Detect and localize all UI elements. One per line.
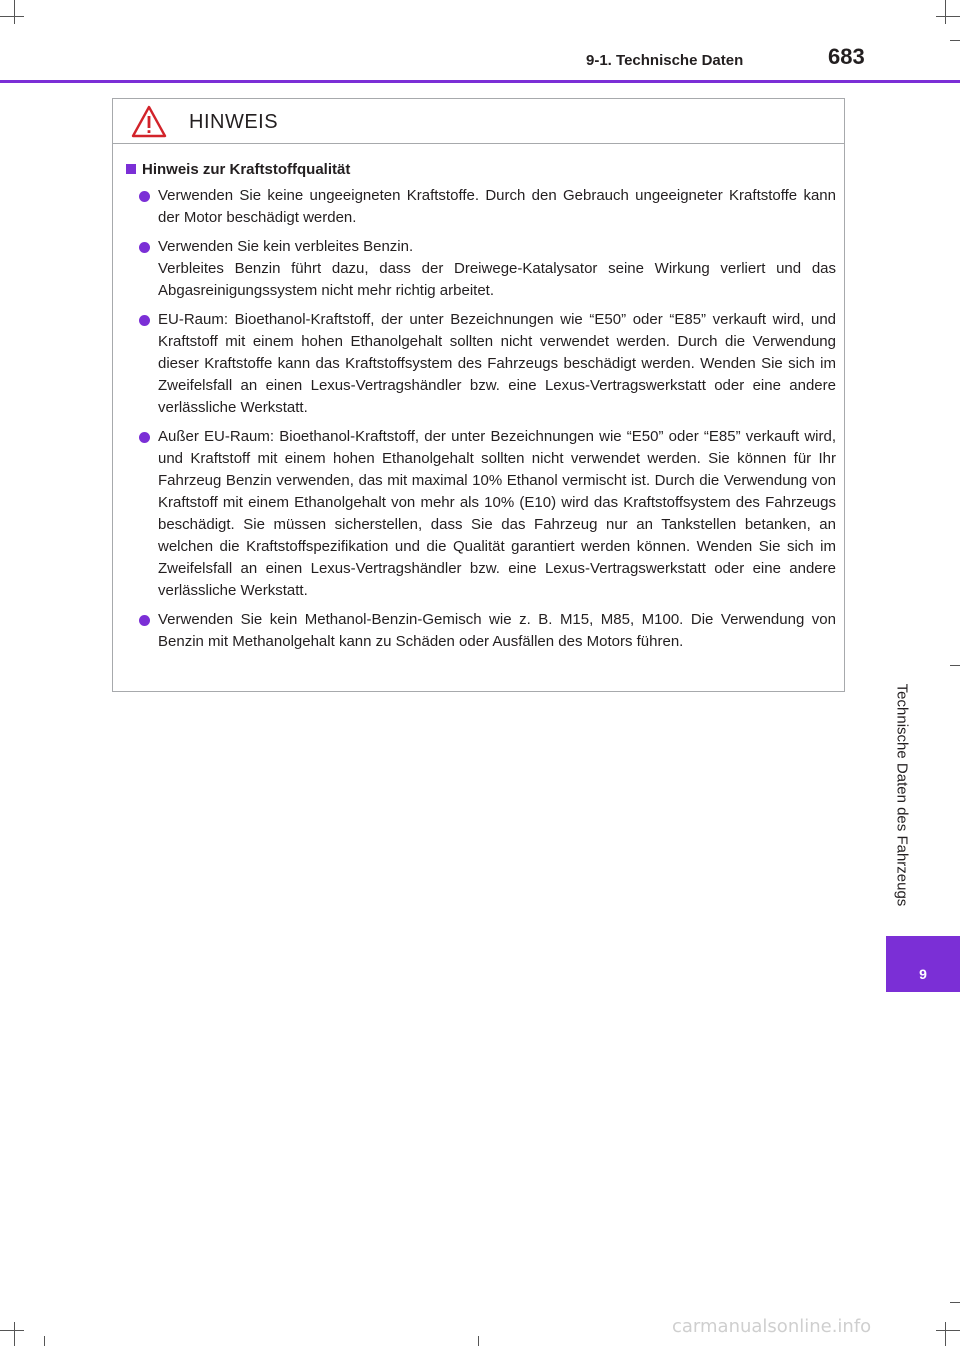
circle-bullet-icon xyxy=(139,315,150,326)
list-item xyxy=(139,236,836,302)
crop-mark xyxy=(0,1330,24,1331)
crop-mark xyxy=(14,1322,15,1346)
warning-triangle-icon xyxy=(131,105,167,139)
list-item-text: EU-Raum: Bioethanol-Kraftstoff, der unter Bezeichnungen wie “E50” oder “E85” verkauft wird, und Kraftstoff mit einem hohen Ethanolgehalt sollten nicht verwendet werden. Durch die Verwendung dieser Kraftstoffe kann das Kraftstoffsystem des Fahrzeugs beschädigt werden. Wenden Sie sich im Zweifelsfall an einen Lexus-Vertragshändler bzw. eine Lexus-Vertragswerkstatt oder eine andere verlässliche Werkstatt. xyxy=(158,311,836,416)
crop-mark xyxy=(945,1322,946,1346)
crop-mark xyxy=(936,1330,960,1331)
list-item-text: Außer EU-Raum: Bioethanol-Kraftstoff, der unter Bezeichnungen wie “E50” oder “E85” verkauft wird, und Kraftstoff mit einem hohen Ethanolgehalt sollten nicht verwendet werden. Sie können für Ihr Fahrzeug Benzin verwenden, das mit maximal 10% Ethanol vermischt ist. Durch die Verwendung von Kraftstoff mit einem Ethanolgehalt von mehr als 10% (E10) wird das Kraftstoffsystem des Fahrzeugs beschädigt. Sie müssen sicherstellen, dass Sie das Fahrzeug nur an Tankstellen betanken, an welchen die Kraftstoffspezifikation und die Qualität garantiert werden können. Wenden Sie sich im Zweifelsfall an einen Lexus-Vertragshändler bzw. eine Lexus-Vertragswerkstatt oder eine andere verlässliche Werkstatt. xyxy=(158,428,836,599)
crop-mark xyxy=(478,1336,479,1346)
crop-mark xyxy=(950,665,960,666)
list-item-text: Verwenden Sie kein Methanol-Benzin-Gemisch wie z. B. M15, M85, M100. Die Verwendung von Benzin mit Methanolgehalt kann zu Schäden oder Ausfällen des Motors führen. xyxy=(158,611,836,650)
header-rule xyxy=(0,80,960,83)
crop-mark xyxy=(945,0,946,24)
crop-mark xyxy=(14,0,15,24)
list-item xyxy=(139,426,836,602)
notice-box xyxy=(112,98,845,692)
list-item-text: Verbleites Benzin führt dazu, dass der Dreiwege-Katalysator seine Wirkung verliert und das Abgasreinigungssystem nicht mehr richtig arbeitet. xyxy=(158,260,836,299)
list-item-text: Verwenden Sie kein verbleites Benzin. xyxy=(158,238,414,255)
list-item-text: Verwenden Sie keine ungeeigneten Kraftstoffe. Durch den Gebrauch ungeeigneter Kraftstoffe kann der Motor beschädigt werden. xyxy=(158,187,836,226)
chapter-side-label xyxy=(880,655,924,935)
subheading xyxy=(126,161,350,178)
list-item xyxy=(139,185,836,229)
chapter-title: Technische Daten des Fahrzeugs xyxy=(893,683,911,907)
crop-mark xyxy=(44,1336,45,1346)
crop-mark xyxy=(936,16,960,17)
circle-bullet-icon xyxy=(139,432,150,443)
square-bullet-icon xyxy=(126,164,136,174)
list-item xyxy=(139,309,836,419)
notice-title: HINWEIS xyxy=(189,111,279,133)
subheading-text: Hinweis zur Kraftstoffqualität xyxy=(142,161,351,178)
chapter-number: 9 xyxy=(919,966,927,982)
crop-mark xyxy=(950,1302,960,1303)
circle-bullet-icon xyxy=(139,242,150,253)
divider xyxy=(113,143,844,144)
list-item xyxy=(139,609,836,653)
page-header xyxy=(0,40,960,84)
circle-bullet-icon xyxy=(139,615,150,626)
section-title: 9-1. Technische Daten xyxy=(586,52,744,69)
watermark: carmanualsonline.info xyxy=(672,1316,872,1337)
chapter-tab xyxy=(886,936,960,992)
circle-bullet-icon xyxy=(139,191,150,202)
page-number: 683 xyxy=(828,44,865,69)
crop-mark xyxy=(0,16,24,17)
bullet-list xyxy=(139,185,836,660)
